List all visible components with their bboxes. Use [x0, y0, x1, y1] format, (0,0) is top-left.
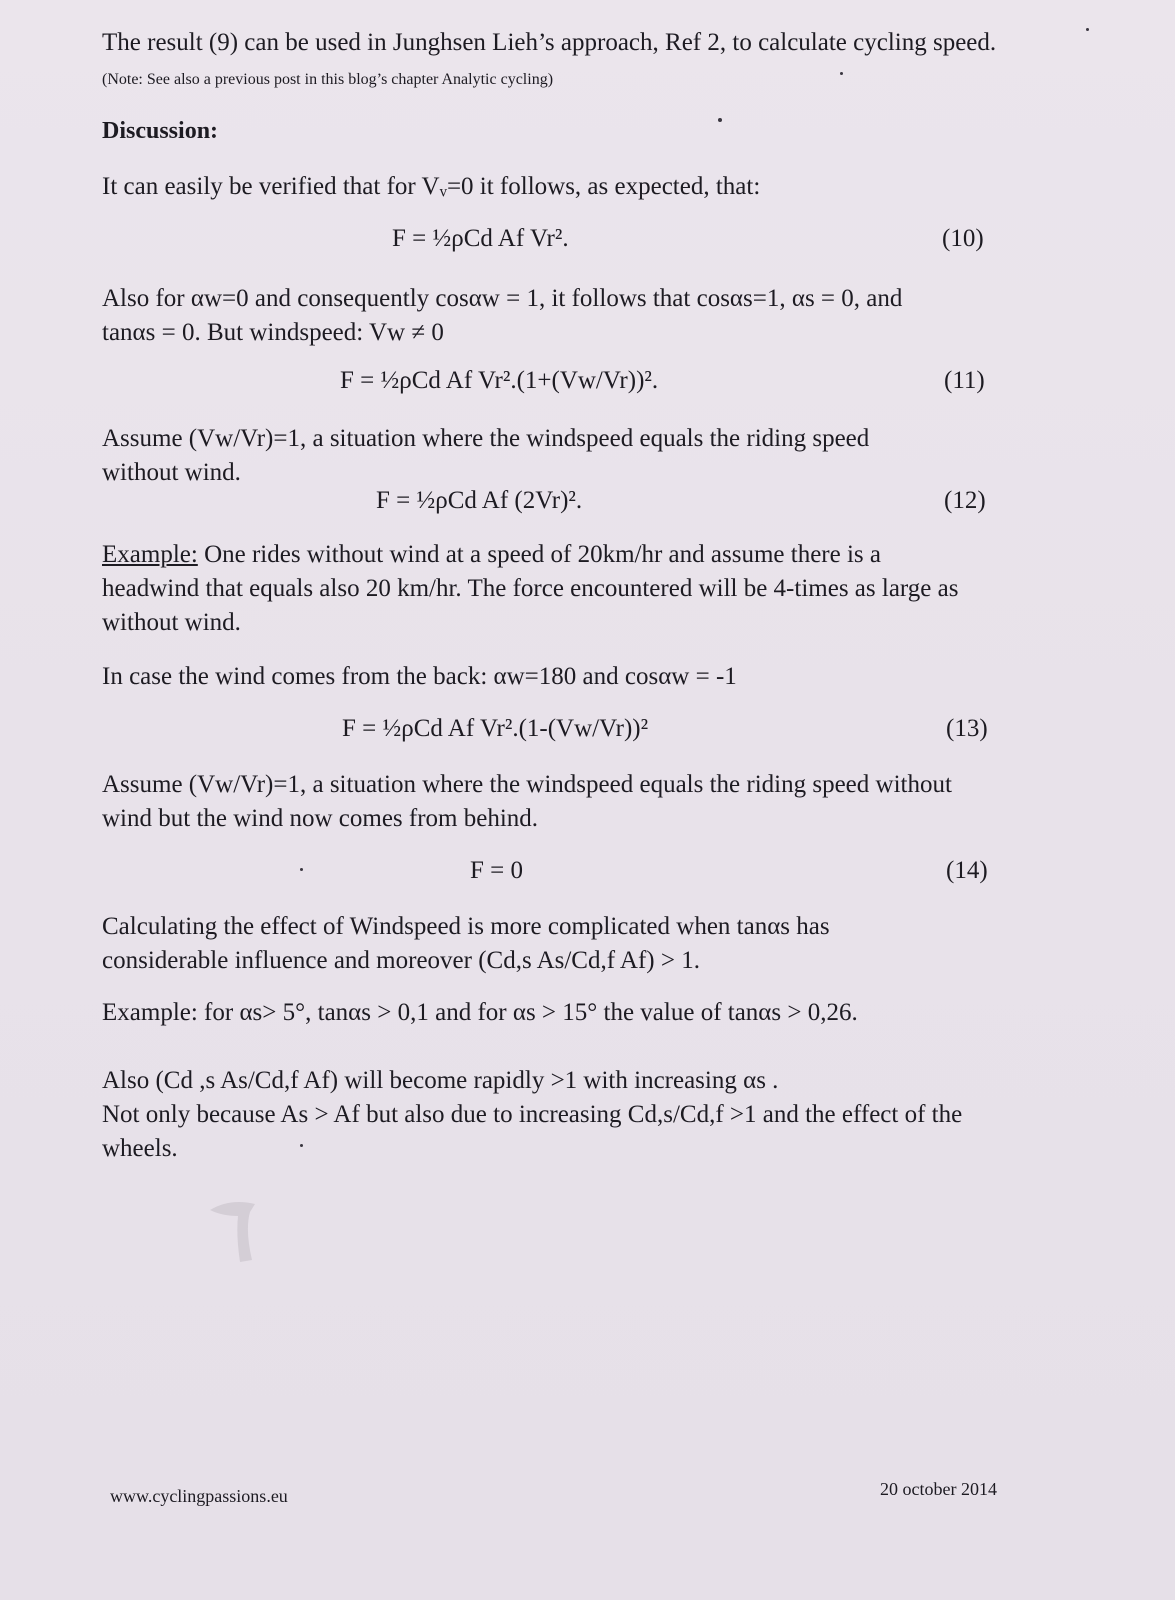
paragraph-line: Also for αw=0 and consequently cosαw = 1, it follows that cosαs=1, αs = 0, and — [102, 285, 903, 312]
paragraph-tailwind: In case the wind comes from the back: αw=180 and cosαw = -1 — [102, 663, 737, 690]
equation-number: (10) — [942, 225, 984, 252]
dust-speck — [840, 72, 843, 75]
dust-speck — [718, 118, 722, 122]
paragraph-assume-headwind — [102, 422, 1022, 490]
paragraph-line: Also (Cd ,s As/Cd,f Af) will become rapidly >1 with increasing αs . — [102, 1067, 779, 1094]
footer-website: www.cyclingpassions.eu — [110, 1486, 288, 1506]
equation-13 — [0, 712, 1175, 746]
paragraph-alpha-zero — [102, 282, 1022, 350]
paragraph-example — [102, 538, 982, 640]
paragraph-assume-tailwind: Assume (Vw/Vr)=1, a situation where the windspeed equals the riding speed without wind but the wind now comes from behind. — [102, 771, 952, 832]
intro-text: The result (9) can be used in Junghsen Lieh’s approach, Ref 2, to calculate cycling speed. — [102, 29, 997, 56]
dust-speck — [1086, 28, 1089, 31]
paragraph-line: Not only because As > Af but also due to increasing Cd,s/Cd,f >1 and the effect of the wheels. — [102, 1101, 963, 1162]
equation-expression: F = ½ρCd Af Vr². — [392, 225, 569, 252]
paragraph-complicated: Calculating the effect of Windspeed is more complicated when tanαs has considerable influence and moreover (Cd,s As/Cd,f Af) > 1. — [102, 913, 830, 974]
equation-11 — [0, 364, 1175, 398]
paragraph-rapidly — [102, 1064, 1002, 1166]
paragraph-line: tanαs = 0. But windspeed: Vw ≠ 0 — [102, 319, 444, 346]
equation-number: (13) — [946, 715, 988, 742]
paragraph-line: Assume (Vw/Vr)=1, a situation where the windspeed equals the riding speed — [102, 425, 870, 452]
intro-note: (Note: See also a previous post in this blog’s chapter Analytic cycling) — [102, 71, 554, 88]
dust-speck — [300, 868, 303, 871]
equation-expression: F = ½ρCd Af Vr².(1+(Vw/Vr))². — [340, 367, 659, 394]
equation-number: (14) — [946, 857, 988, 884]
example-label: Example: — [102, 541, 198, 568]
scan-smudge — [200, 1190, 280, 1270]
paragraph-line: without wind. — [102, 459, 241, 486]
equation-12 — [0, 484, 1175, 518]
equation-number: (11) — [944, 367, 985, 394]
equation-expression: F = ½ρCd Af (2Vr)². — [376, 487, 583, 514]
paragraph-verify: It can easily be verified that for Vᵥ=0 it follows, as expected, that: — [102, 173, 761, 200]
paragraph-example-values: Example: for αs> 5°, tanαs > 0,1 and for αs > 15° the value of tanαs > 0,26. — [102, 999, 858, 1026]
equation-expression: F = ½ρCd Af Vr².(1-(Vw/Vr))² — [342, 715, 649, 742]
dust-speck — [300, 1144, 303, 1147]
equation-expression: F = 0 — [470, 857, 524, 884]
intro-paragraph — [102, 26, 1022, 97]
equation-14 — [0, 854, 1175, 888]
discussion-heading: Discussion: — [102, 118, 219, 144]
equation-number: (12) — [944, 487, 986, 514]
example-text: One rides without wind at a speed of 20km/hr and assume there is a headwind that equals also 20 km/hr. The force encountered will be 4-times as large as without wind. — [102, 541, 959, 636]
equation-10 — [0, 222, 1175, 256]
footer-date: 20 october 2014 — [880, 1479, 997, 1499]
